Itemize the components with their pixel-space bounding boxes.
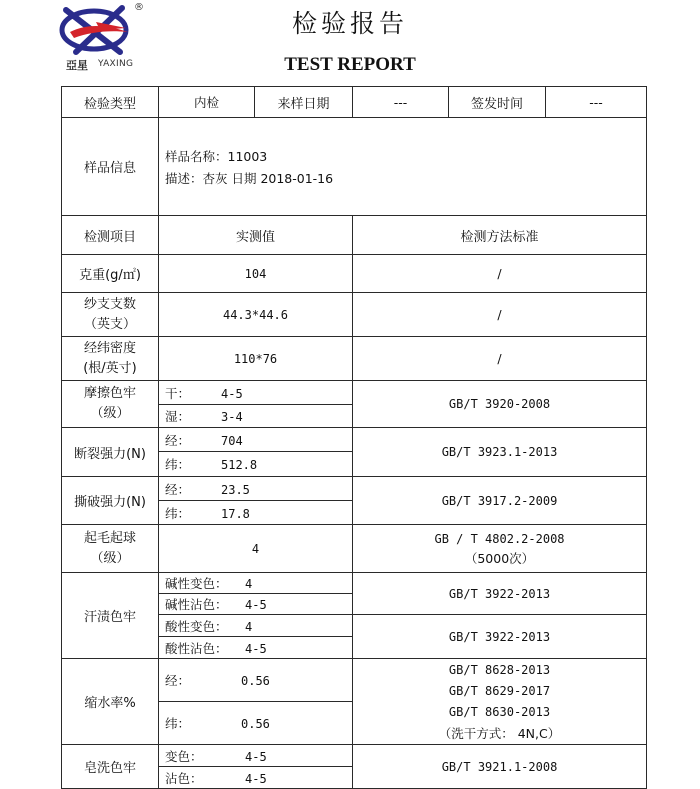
tearing-warp-label: 经： bbox=[165, 481, 191, 497]
breaking-weft-cell bbox=[159, 452, 353, 477]
perspiration-alk-stain-value: 4-5 bbox=[245, 598, 267, 612]
yarn-count-label bbox=[62, 293, 159, 337]
table-row bbox=[62, 659, 647, 702]
breaking-warp-cell bbox=[159, 428, 353, 452]
perspiration-alk-stain-cell bbox=[159, 594, 353, 615]
table-row bbox=[62, 87, 647, 118]
tearing-label: 撕破强力(N) bbox=[62, 477, 159, 525]
brand-name-cn: 亞星 bbox=[66, 59, 88, 72]
table-row bbox=[62, 293, 647, 337]
shrinkage-label: 缩水率% bbox=[62, 659, 159, 745]
test-report-table bbox=[61, 86, 647, 789]
shrinkage-weft-value: 0.56 bbox=[241, 717, 270, 731]
yarn-count-value: 44.3*44.6 bbox=[159, 293, 353, 337]
issue-time-label: 签发时间 bbox=[449, 87, 546, 118]
pilling-method-line2: （5000次） bbox=[464, 550, 535, 566]
pilling-method-line1: GB / T 4802.2-2008 bbox=[434, 531, 565, 546]
shrinkage-method bbox=[353, 659, 647, 745]
density-value: 110*76 bbox=[159, 337, 353, 381]
table-row bbox=[62, 118, 647, 216]
shrinkage-method-line3: GB/T 8630-2013 bbox=[448, 704, 551, 719]
sample-name-line: 样品名称：11003 bbox=[165, 149, 268, 164]
washing-label: 皂洗色牢 bbox=[62, 745, 159, 789]
yarn-count-label-line1: 纱支支数 bbox=[83, 296, 136, 312]
breaking-weft-label: 纬： bbox=[165, 457, 191, 472]
table-row bbox=[62, 428, 647, 452]
table-row bbox=[62, 525, 647, 573]
rubbing-dry-label: 干： bbox=[165, 385, 191, 401]
shrinkage-method-line2: GB/T 8629-2017 bbox=[448, 683, 551, 698]
shrinkage-warp-cell bbox=[159, 659, 353, 702]
washing-stain-value: 4-5 bbox=[245, 771, 267, 786]
perspiration-alk-method: GB/T 3922-2013 bbox=[353, 573, 647, 615]
tearing-warp-value: 23.5 bbox=[221, 482, 250, 497]
tearing-method: GB/T 3917.2-2009 bbox=[353, 477, 647, 525]
rubbing-wet-cell bbox=[159, 405, 353, 428]
sample-date-value: --- bbox=[353, 87, 449, 118]
breaking-weft-value: 512.8 bbox=[221, 458, 258, 472]
pilling-method bbox=[353, 525, 647, 573]
breaking-method: GB/T 3923.1-2013 bbox=[353, 428, 647, 477]
pilling-label-line2: （级） bbox=[90, 550, 130, 566]
breaking-label: 断裂强力(N) bbox=[62, 428, 159, 477]
brand-name-en: YAXING bbox=[98, 59, 134, 69]
report-title-cn: 检验报告 bbox=[291, 9, 408, 38]
table-row bbox=[62, 381, 647, 405]
sample-info-label: 样品信息 bbox=[62, 118, 159, 216]
perspiration-acid-change-cell bbox=[159, 615, 353, 637]
weight-label: 克重(g/㎡) bbox=[62, 255, 159, 293]
density-label-line1: 经纬密度 bbox=[83, 340, 136, 356]
perspiration-alk-change-cell bbox=[159, 573, 353, 594]
density-label-line2: (根/英寸) bbox=[83, 360, 137, 376]
tearing-weft-cell bbox=[159, 501, 353, 525]
sample-desc-line: 描述：杏灰 日期 2018-01-16 bbox=[165, 171, 334, 186]
table-row bbox=[62, 745, 647, 767]
report-title-en: TEST REPORT bbox=[284, 54, 416, 75]
shrinkage-method-line1: GB/T 8628-2013 bbox=[448, 662, 551, 677]
washing-change-label: 变色： bbox=[165, 748, 203, 764]
rubbing-method: GB/T 3920-2008 bbox=[353, 381, 647, 428]
perspiration-alk-change-value: 4 bbox=[245, 577, 253, 591]
yarn-count-method: / bbox=[353, 293, 647, 337]
rubbing-dry-cell bbox=[159, 381, 353, 405]
perspiration-acid-change-label: 酸性变色： bbox=[165, 618, 228, 634]
density-method: / bbox=[353, 337, 647, 381]
perspiration-label: 汗渍色牢 bbox=[62, 573, 159, 659]
tearing-weft-label: 纬： bbox=[165, 505, 191, 521]
perspiration-acid-stain-cell bbox=[159, 637, 353, 659]
inspection-type-label: 检验类型 bbox=[62, 87, 159, 118]
rubbing-wet-value: 3-4 bbox=[221, 410, 243, 424]
perspiration-acid-stain-value: 4-5 bbox=[245, 641, 267, 656]
sample-info-cell bbox=[159, 118, 647, 216]
weight-value: 104 bbox=[159, 255, 353, 293]
table-row bbox=[62, 573, 647, 594]
col-header-method: 检测方法标准 bbox=[353, 216, 647, 255]
rubbing-label bbox=[62, 381, 159, 428]
shrinkage-weft-label: 纬： bbox=[165, 716, 191, 731]
shrinkage-warp-value: 0.56 bbox=[241, 674, 270, 688]
table-row bbox=[62, 337, 647, 381]
rubbing-label-line1: 摩擦色牢 bbox=[83, 386, 136, 401]
registered-mark: ® bbox=[134, 2, 144, 13]
pilling-label bbox=[62, 525, 159, 573]
washing-change-value: 4-5 bbox=[245, 749, 267, 764]
rubbing-wet-label: 湿： bbox=[165, 409, 191, 424]
yarn-count-label-line2: （英支） bbox=[83, 316, 136, 332]
rubbing-label-line2: （级） bbox=[90, 406, 130, 421]
table-row bbox=[62, 477, 647, 501]
perspiration-acid-change-value: 4 bbox=[245, 619, 253, 634]
perspiration-acid-method: GB/T 3922-2013 bbox=[353, 615, 647, 659]
weight-method: / bbox=[353, 255, 647, 293]
density-label bbox=[62, 337, 159, 381]
table-row bbox=[62, 255, 647, 293]
col-header-measured: 实测值 bbox=[159, 216, 353, 255]
breaking-warp-value: 704 bbox=[221, 433, 243, 448]
perspiration-acid-stain-label: 酸性沾色： bbox=[165, 640, 228, 656]
sample-date-label: 来样日期 bbox=[255, 87, 353, 118]
pilling-value: 4 bbox=[159, 525, 353, 573]
rubbing-dry-value: 4-5 bbox=[221, 386, 243, 401]
washing-change-cell bbox=[159, 745, 353, 767]
washing-method: GB/T 3921.1-2008 bbox=[353, 745, 647, 789]
shrinkage-method-line4: （洗干方式： 4N,C） bbox=[438, 725, 561, 741]
washing-stain-label: 沾色： bbox=[165, 770, 203, 786]
washing-stain-cell bbox=[159, 767, 353, 789]
inspection-type-value: 内检 bbox=[159, 87, 255, 118]
pilling-label-line1: 起毛起球 bbox=[83, 530, 136, 546]
perspiration-alk-change-label: 碱性变色： bbox=[165, 576, 228, 591]
issue-time-value: --- bbox=[546, 87, 647, 118]
tearing-warp-cell bbox=[159, 477, 353, 501]
table-header-row bbox=[62, 216, 647, 255]
perspiration-alk-stain-label: 碱性沾色： bbox=[165, 597, 228, 612]
col-header-item: 检测项目 bbox=[62, 216, 159, 255]
breaking-warp-label: 经： bbox=[165, 432, 191, 448]
shrinkage-weft-cell bbox=[159, 702, 353, 745]
tearing-weft-value: 17.8 bbox=[221, 506, 250, 521]
shrinkage-warp-label: 经： bbox=[165, 673, 191, 688]
